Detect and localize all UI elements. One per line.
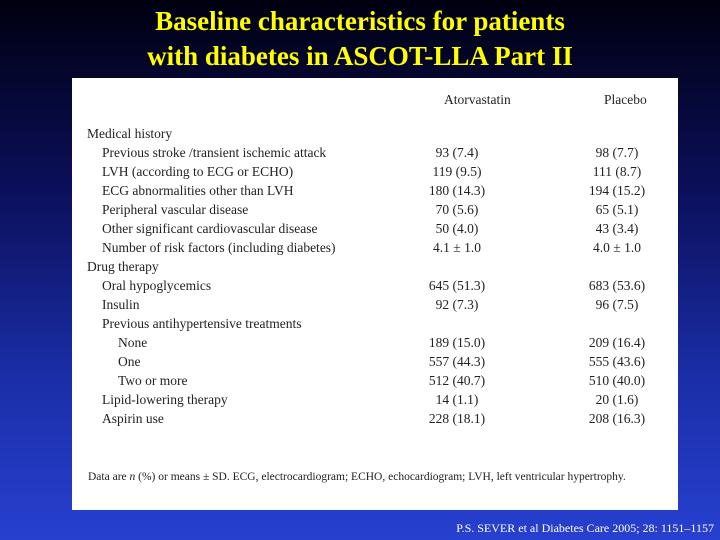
atorvastatin-value: 557 (44.3) <box>428 354 486 369</box>
atorvastatin-value: 645 (51.3) <box>428 278 486 293</box>
placebo-value: 4.0 ± 1.0 <box>593 240 641 255</box>
placebo-value: 208 (16.3) <box>588 411 646 426</box>
row-label: Other significant cardiovascular disease <box>102 221 318 236</box>
placebo-value: 20 (1.6) <box>595 392 639 407</box>
slide-title-line-2: with diabetes in ASCOT-LLA Part II <box>147 41 573 71</box>
table-row <box>72 409 678 428</box>
column-header-atorvastatin: Atorvastatin <box>444 92 511 107</box>
atorvastatin-value: 93 (7.4) <box>435 145 479 160</box>
row-label: Medical history <box>87 126 173 141</box>
table-row <box>72 276 678 295</box>
table-row <box>72 124 678 143</box>
column-header-placebo: Placebo <box>604 92 647 107</box>
table-row <box>72 257 678 276</box>
row-label: Oral hypoglycemics <box>102 278 212 293</box>
row-label: Insulin <box>102 297 140 312</box>
table-row <box>72 143 678 162</box>
row-label: Number of risk factors (including diabetes) <box>102 240 336 255</box>
atorvastatin-value: 512 (40.7) <box>428 373 486 388</box>
atorvastatin-value: 119 (9.5) <box>432 164 482 179</box>
placebo-value: 98 (7.7) <box>595 145 639 160</box>
table-row <box>72 295 678 314</box>
row-label: Previous stroke /transient ischemic attack <box>102 145 327 160</box>
table-footnote <box>88 470 668 485</box>
placebo-value: 194 (15.2) <box>588 183 646 198</box>
table-row <box>72 333 678 352</box>
table-row <box>72 181 678 200</box>
row-label: Lipid-lowering therapy <box>102 392 228 407</box>
table-row <box>72 390 678 409</box>
placebo-value: 510 (40.0) <box>588 373 646 388</box>
citation: P.S. SEVER et al Diabetes Care 2005; 28: 1151–1157 <box>456 521 714 535</box>
placebo-value: 555 (43.6) <box>588 354 646 369</box>
row-label: Drug therapy <box>87 259 159 274</box>
atorvastatin-value: 70 (5.6) <box>435 202 479 217</box>
placebo-value: 683 (53.6) <box>588 278 646 293</box>
placebo-value: 96 (7.5) <box>595 297 639 312</box>
atorvastatin-value: 4.1 ± 1.0 <box>433 240 481 255</box>
atorvastatin-value: 180 (14.3) <box>428 183 486 198</box>
footnote-text-end: (%) or means ± SD. ECG, electrocardiogram; ECHO, echocardiogram; LVH, left ventricular hypertrophy. <box>135 471 626 483</box>
row-label: None <box>118 335 148 350</box>
placebo-value: 111 (8.7) <box>592 164 642 179</box>
placebo-value: 65 (5.1) <box>595 202 639 217</box>
table-row <box>72 162 678 181</box>
table-row <box>72 200 678 219</box>
row-label: Previous antihypertensive treatments <box>102 316 302 331</box>
table-row <box>72 219 678 238</box>
footnote-n: n <box>129 471 136 483</box>
row-label: Peripheral vascular disease <box>102 202 249 217</box>
table-row <box>72 314 678 333</box>
footnote-text-start: Data are <box>88 471 130 483</box>
atorvastatin-value: 228 (18.1) <box>428 411 486 426</box>
table-row <box>72 371 678 390</box>
atorvastatin-value: 14 (1.1) <box>435 392 479 407</box>
atorvastatin-value: 92 (7.3) <box>435 297 479 312</box>
row-label: LVH (according to ECG or ECHO) <box>102 164 294 179</box>
atorvastatin-value: 50 (4.0) <box>435 221 479 236</box>
table-panel <box>72 78 678 510</box>
table-row <box>72 238 678 257</box>
row-label: One <box>118 354 141 369</box>
row-label: Two or more <box>118 373 188 388</box>
slide-title <box>0 4 720 74</box>
placebo-value: 209 (16.4) <box>588 335 646 350</box>
slide-title-line-1: Baseline characteristics for patients <box>155 6 565 36</box>
table-row <box>72 352 678 371</box>
placebo-value: 43 (3.4) <box>595 221 639 236</box>
row-label: ECG abnormalities other than LVH <box>102 183 294 198</box>
atorvastatin-value: 189 (15.0) <box>428 335 486 350</box>
row-label: Aspirin use <box>102 411 164 426</box>
